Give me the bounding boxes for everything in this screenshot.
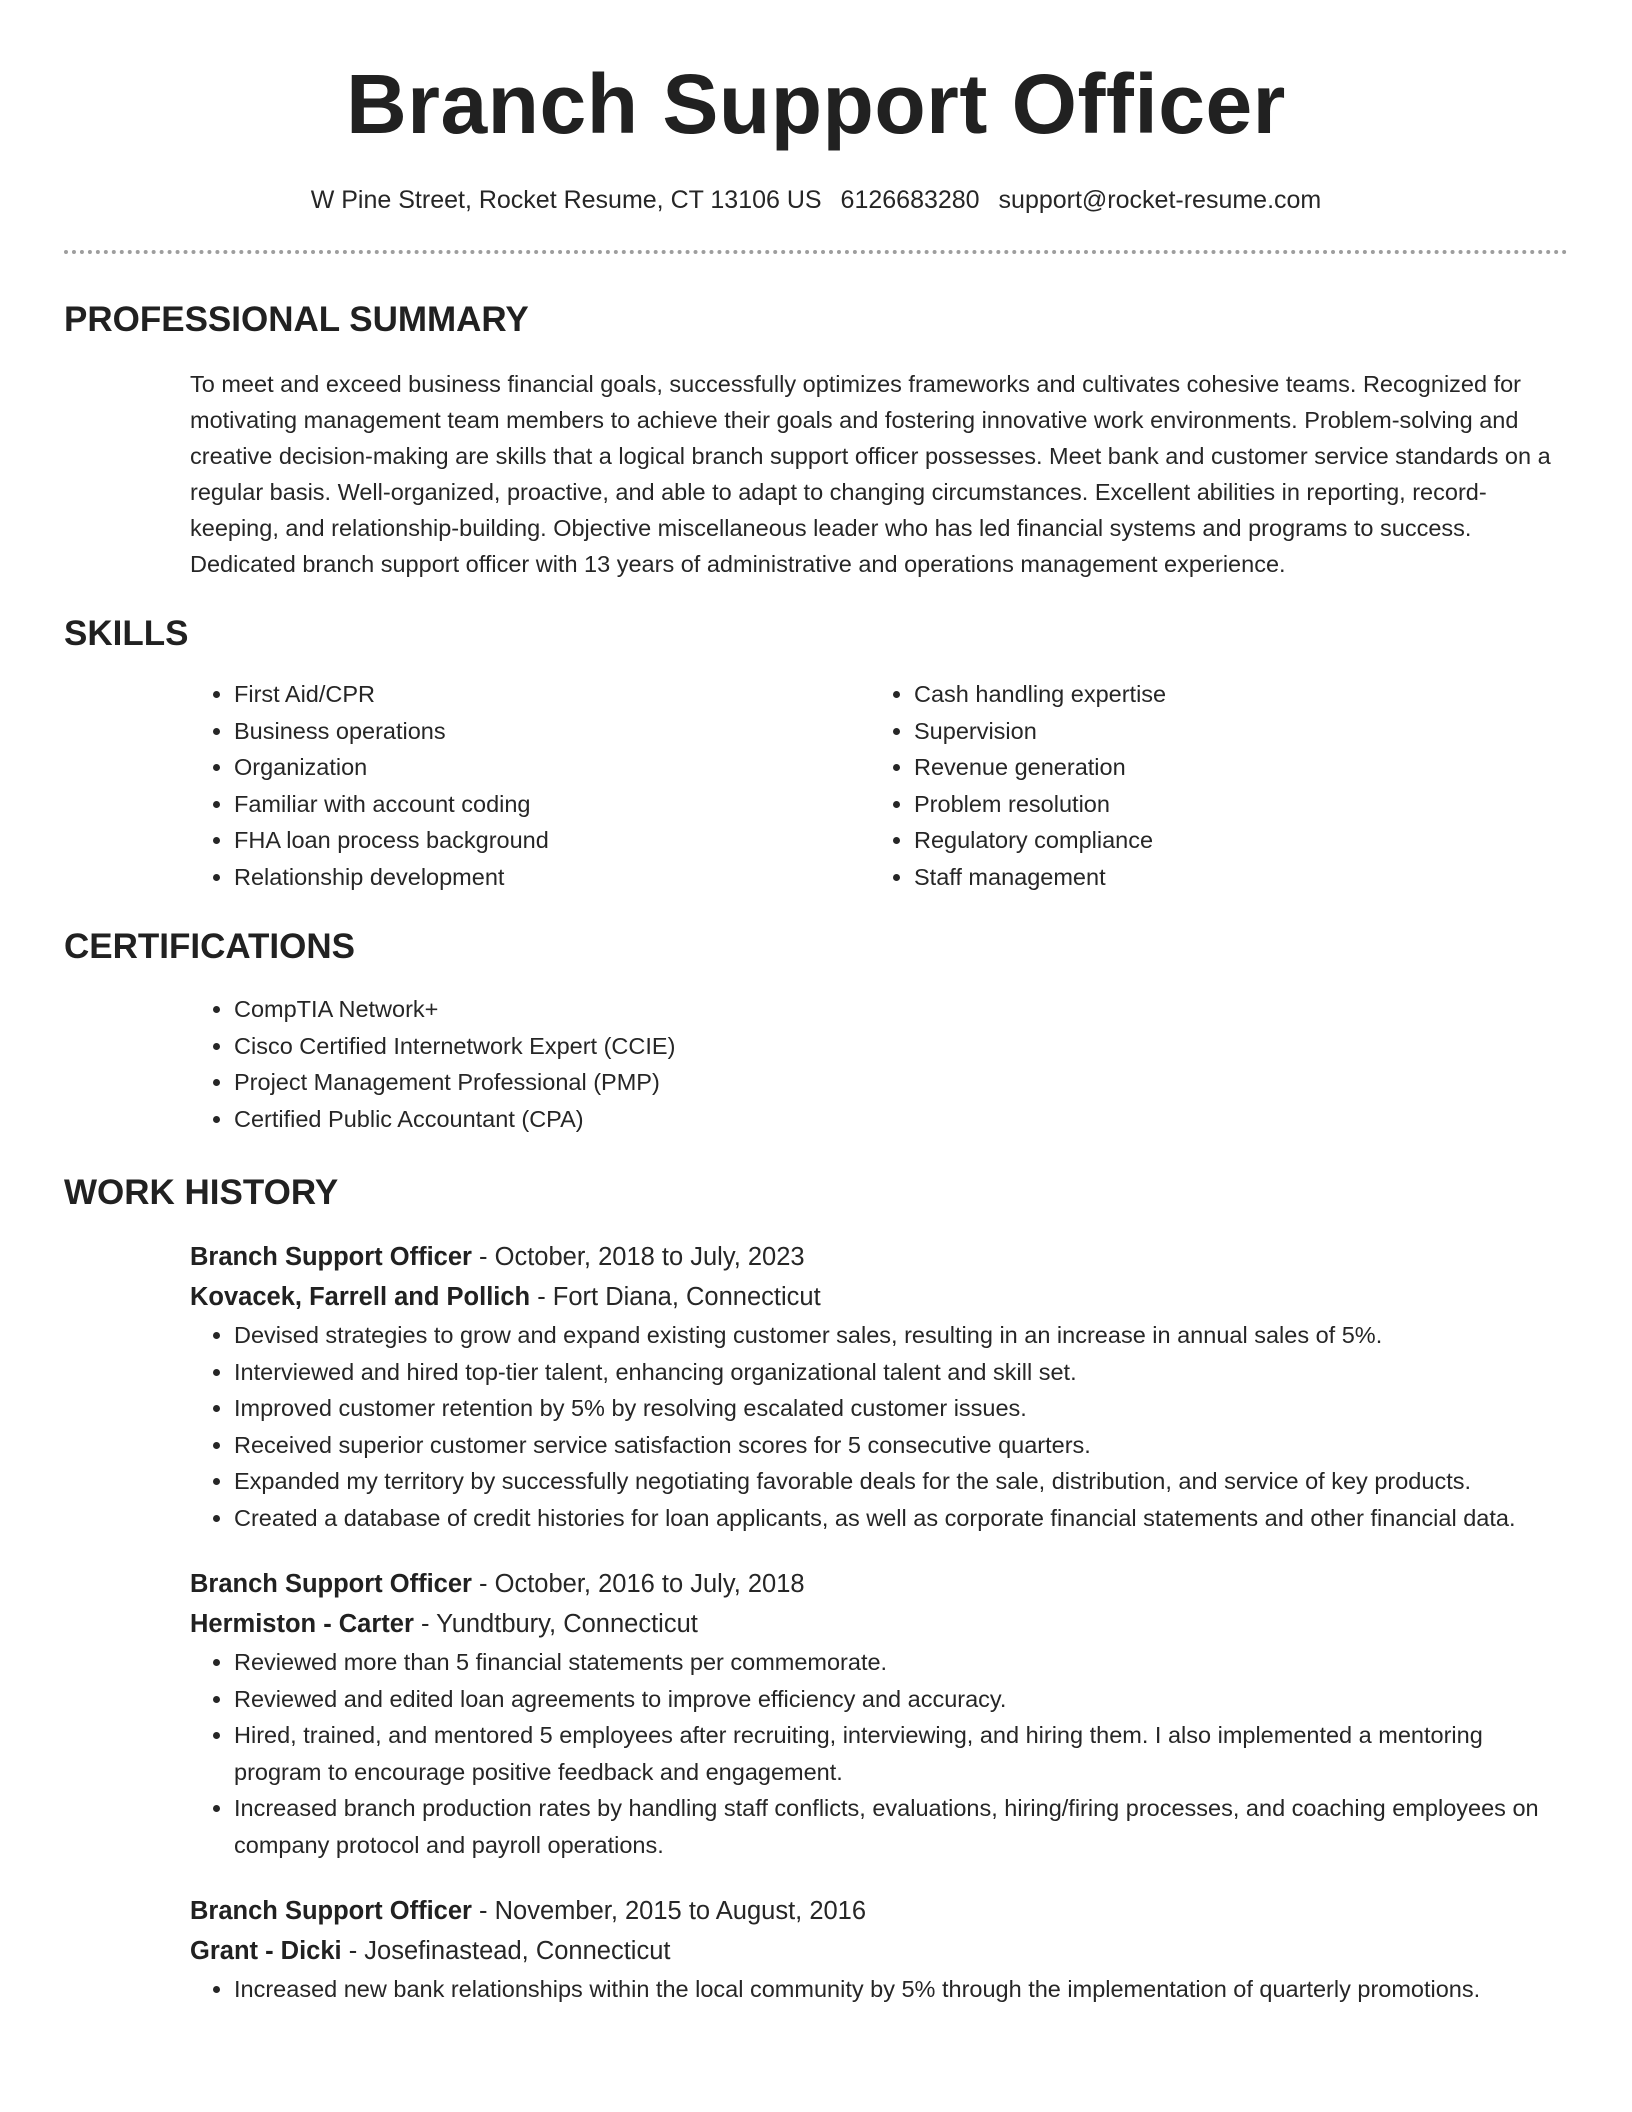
job-bullet: • Increased new bank relationships within the local community by 5% through the implementation of quarterly promotions.: [234, 1971, 1568, 2008]
contact-line: [64, 184, 1568, 216]
job-location: - Josefinastead, Connecticut: [341, 1937, 671, 1965]
skill-item: • Cash handling expertise: [914, 676, 1550, 713]
job-company-line: [190, 1931, 1568, 1971]
job-bullet: • Improved customer retention by 5% by resolving escalated customer issues.: [234, 1390, 1568, 1427]
job-location: - Yundtbury, Connecticut: [413, 1610, 698, 1638]
job-role: Branch Support Officer: [190, 1243, 472, 1271]
job-company: Kovacek, Farrell and Pollich: [190, 1283, 531, 1311]
skills-heading: SKILLS: [64, 614, 189, 653]
job-bullets: [190, 1971, 1568, 2008]
summary-text: To meet and exceed business financial goals, successfully optimizes frameworks and cultivates cohesive teams. Recognized for motivating management team members to achieve their goals and fostering innovative work environments. Problem-solving and creative decision-making are skills that a logical branch support officer possesses. Meet bank and customer service standards on a regular basis. Well-organized, proactive, and able to adapt to changing circumstances. Excellent abilities in reporting, record-keeping, and relationship-building. Objective miscellaneous leader who has led financial systems and programs to success. Dedicated branch support officer with 13 years of administrative and operations management experience.: [190, 371, 1551, 577]
job-bullet: • Devised strategies to grow and expand existing customer sales, resulting in an increase in annual sales of 5%.: [234, 1317, 1568, 1354]
job-dates: - October, 2018 to July, 2023: [471, 1243, 805, 1271]
job-bullet: • Received superior customer service satisfaction scores for 5 consecutive quarters.: [234, 1427, 1568, 1464]
header-divider: [64, 250, 1568, 254]
job-location: - Fort Diana, Connecticut: [530, 1283, 821, 1311]
certifications-list: [190, 991, 1568, 1137]
job-bullets: [190, 1644, 1568, 1863]
skill-item: • Organization: [234, 749, 870, 786]
skill-item: • Supervision: [914, 713, 1550, 750]
job-role: Branch Support Officer: [190, 1897, 472, 1925]
job-dates: - November, 2015 to August, 2016: [471, 1897, 867, 1925]
contact-phone: 6126683280: [840, 186, 980, 214]
skill-item: • First Aid/CPR: [234, 676, 870, 713]
skill-item: • Staff management: [914, 859, 1550, 896]
job-bullet: • Reviewed and edited loan agreements to improve efficiency and accuracy.: [234, 1681, 1568, 1718]
job-title-line: [190, 1891, 1568, 1931]
job-bullet: • Created a database of credit histories for loan applicants, as well as corporate financial statements and other financial data.: [234, 1500, 1568, 1537]
summary-heading: PROFESSIONAL SUMMARY: [64, 300, 529, 339]
certification-item: • Project Management Professional (PMP): [234, 1064, 1568, 1101]
contact-address: W Pine Street, Rocket Resume, CT 13106 US: [310, 186, 822, 214]
job-company: Hermiston - Carter: [190, 1610, 414, 1638]
job-bullet: • Increased branch production rates by handling staff conflicts, evaluations, hiring/firing processes, and coaching employees on company protocol and payroll operations.: [234, 1790, 1568, 1863]
job-bullet: • Interviewed and hired top-tier talent, enhancing organizational talent and skill set.: [234, 1354, 1568, 1391]
skills-column-right: [870, 676, 1550, 895]
resume-name: Branch Support Officer: [346, 57, 1286, 151]
job-bullets: [190, 1317, 1568, 1536]
certification-item: • Certified Public Accountant (CPA): [234, 1101, 1568, 1138]
skill-item: • Relationship development: [234, 859, 870, 896]
job-company: Grant - Dicki: [190, 1937, 342, 1965]
skills-column-left: [190, 676, 870, 895]
skill-item: • Familiar with account coding: [234, 786, 870, 823]
job-bullet: • Expanded my territory by successfully negotiating favorable deals for the sale, distribution, and service of key products.: [234, 1463, 1568, 1500]
job-entry: [190, 1237, 1568, 1536]
job-title-line: [190, 1564, 1568, 1604]
skill-item: • Regulatory compliance: [914, 822, 1550, 859]
job-company-line: [190, 1604, 1568, 1644]
skill-item: • FHA loan process background: [234, 822, 870, 859]
skill-item: • Problem resolution: [914, 786, 1550, 823]
certifications-heading: CERTIFICATIONS: [64, 927, 356, 966]
job-role: Branch Support Officer: [190, 1570, 472, 1598]
skills-grid: [190, 676, 1568, 895]
job-company-line: [190, 1277, 1568, 1317]
contact-email: support@rocket-resume.com: [998, 186, 1322, 214]
work-history-heading: WORK HISTORY: [64, 1173, 339, 1212]
certification-item: • Cisco Certified Internetwork Expert (CCIE): [234, 1028, 1568, 1065]
job-title-line: [190, 1237, 1568, 1277]
resume-page: [64, 0, 1568, 2008]
job-entry: [190, 1564, 1568, 1863]
skill-item: • Revenue generation: [914, 749, 1550, 786]
certification-item: • CompTIA Network+: [234, 991, 1568, 1028]
job-dates: - October, 2016 to July, 2018: [471, 1570, 805, 1598]
skill-item: • Business operations: [234, 713, 870, 750]
job-entry: [190, 1891, 1568, 2008]
job-bullet: • Hired, trained, and mentored 5 employees after recruiting, interviewing, and hiring them. I also implemented a mentoring program to encourage positive feedback and engagement.: [234, 1717, 1568, 1790]
job-bullet: • Reviewed more than 5 financial statements per commemorate.: [234, 1644, 1568, 1681]
